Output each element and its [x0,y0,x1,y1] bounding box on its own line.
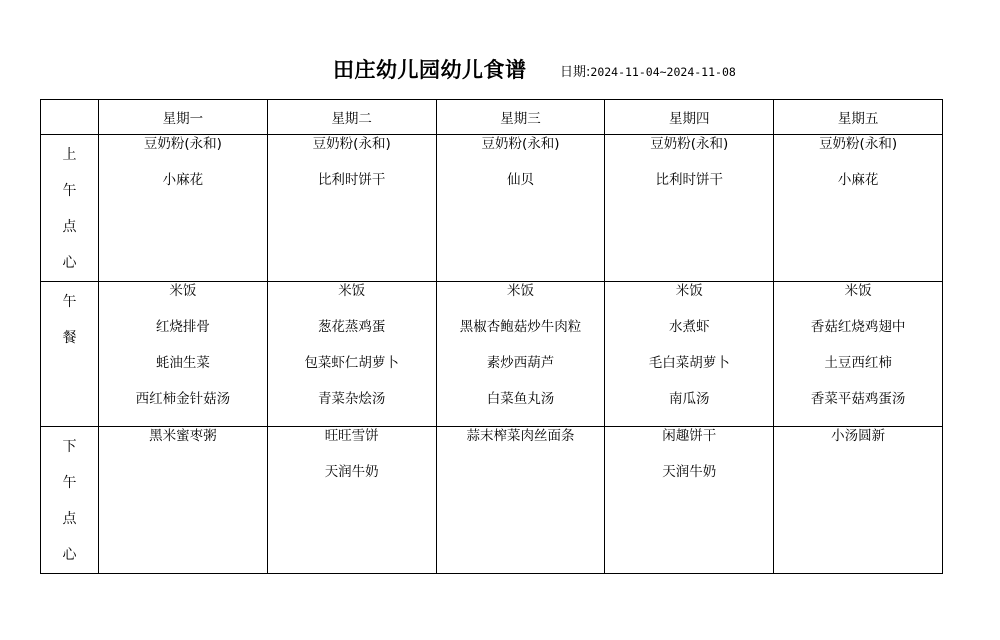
dish-item: 闲趣饼干 [662,428,717,444]
menu-cell [99,427,268,574]
meal-label [41,427,99,574]
menu-cell [267,282,436,427]
dish-item: 毛白菜胡萝卜 [648,355,730,371]
dish-item: 米饭 [338,283,366,299]
day-header: 星期三 [436,100,605,135]
dish-item: 米饭 [675,283,703,299]
meal-label-char: 点 [62,511,77,527]
meal-label-char: 下 [62,439,77,455]
meal-label-char: 点 [62,219,77,235]
dish-item: 豆奶粉(永和) [481,136,560,152]
date-range [560,63,736,82]
dish-item: 天润牛奶 [324,464,379,480]
menu-cell [774,135,943,282]
dish-item: 香菇红烧鸡翅中 [810,319,906,335]
corner-cell [41,100,99,135]
page-title: 田庄幼儿园幼儿食谱 [333,58,527,82]
meal-label [41,135,99,282]
dish-item: 葱花蒸鸡蛋 [317,319,386,335]
dish-item: 土豆西红柿 [824,355,892,371]
dish-item: 素炒西葫芦 [486,355,555,371]
day-header: 星期一 [99,100,268,135]
dish-item: 米饭 [844,283,872,299]
menu-table [40,99,943,574]
dish-item: 米饭 [506,283,534,299]
dish-item: 青菜杂烩汤 [317,391,386,407]
dish-item: 小麻花 [162,172,204,188]
menu-cell [267,135,436,282]
date-value: 2024-11-04~2024-11-08 [590,65,736,79]
lunch-row [41,282,943,427]
dish-item: 天润牛奶 [662,464,717,480]
dish-item: 豆奶粉(永和) [143,136,222,152]
header-row [41,100,943,135]
meal-label-char: 心 [62,547,77,563]
menu-cell [99,282,268,427]
afternoon-snack-row [41,427,943,574]
meal-label-char: 心 [62,255,77,271]
meal-label-char: 餐 [62,330,77,346]
day-header: 星期四 [605,100,774,135]
dish-item: 豆奶粉(永和) [312,136,391,152]
menu-cell [774,427,943,574]
meal-label [41,282,99,427]
dish-item: 白菜鱼丸汤 [486,391,555,407]
menu-header [0,56,1000,88]
morning-snack-row [41,135,943,282]
menu-cell [605,282,774,427]
meal-label-char: 午 [62,475,77,491]
dish-item: 豆奶粉(永和) [650,136,729,152]
menu-cell [436,135,605,282]
meal-label-char: 午 [62,294,77,310]
dish-item: 包菜虾仁胡萝卜 [304,355,399,371]
dish-item: 红烧排骨 [155,319,210,335]
date-label: 日期: [560,65,591,80]
dish-item: 仙贝 [506,172,534,188]
dish-item: 蒜末榨菜肉丝面条 [466,428,575,444]
dish-item: 小麻花 [837,172,879,188]
menu-cell [99,135,268,282]
dish-item: 水煮虾 [669,319,710,335]
dish-item: 黑椒杏鲍菇炒牛肉粒 [459,319,582,335]
dish-item: 旺旺雪饼 [324,428,379,444]
meal-label-char: 上 [62,147,77,163]
menu-cell [436,427,605,574]
dish-item: 比利时饼干 [317,172,386,188]
dish-item: 南瓜汤 [669,391,710,407]
dish-item: 米饭 [169,283,197,299]
menu-cell [436,282,605,427]
menu-cell [774,282,943,427]
dish-item: 比利时饼干 [655,172,724,188]
day-header: 星期五 [774,100,943,135]
dish-item: 香菜平菇鸡蛋汤 [810,391,906,407]
menu-cell [267,427,436,574]
dish-item: 黑米蜜枣粥 [149,428,217,444]
menu-cell [605,135,774,282]
dish-item: 小汤圆新 [831,428,886,444]
meal-label-char: 午 [62,183,77,199]
menu-cell [605,427,774,574]
dish-item: 豆奶粉(永和) [819,136,898,152]
day-header: 星期二 [267,100,436,135]
dish-item: 西红柿金针菇汤 [135,391,231,407]
dish-item: 蚝油生菜 [155,355,210,371]
